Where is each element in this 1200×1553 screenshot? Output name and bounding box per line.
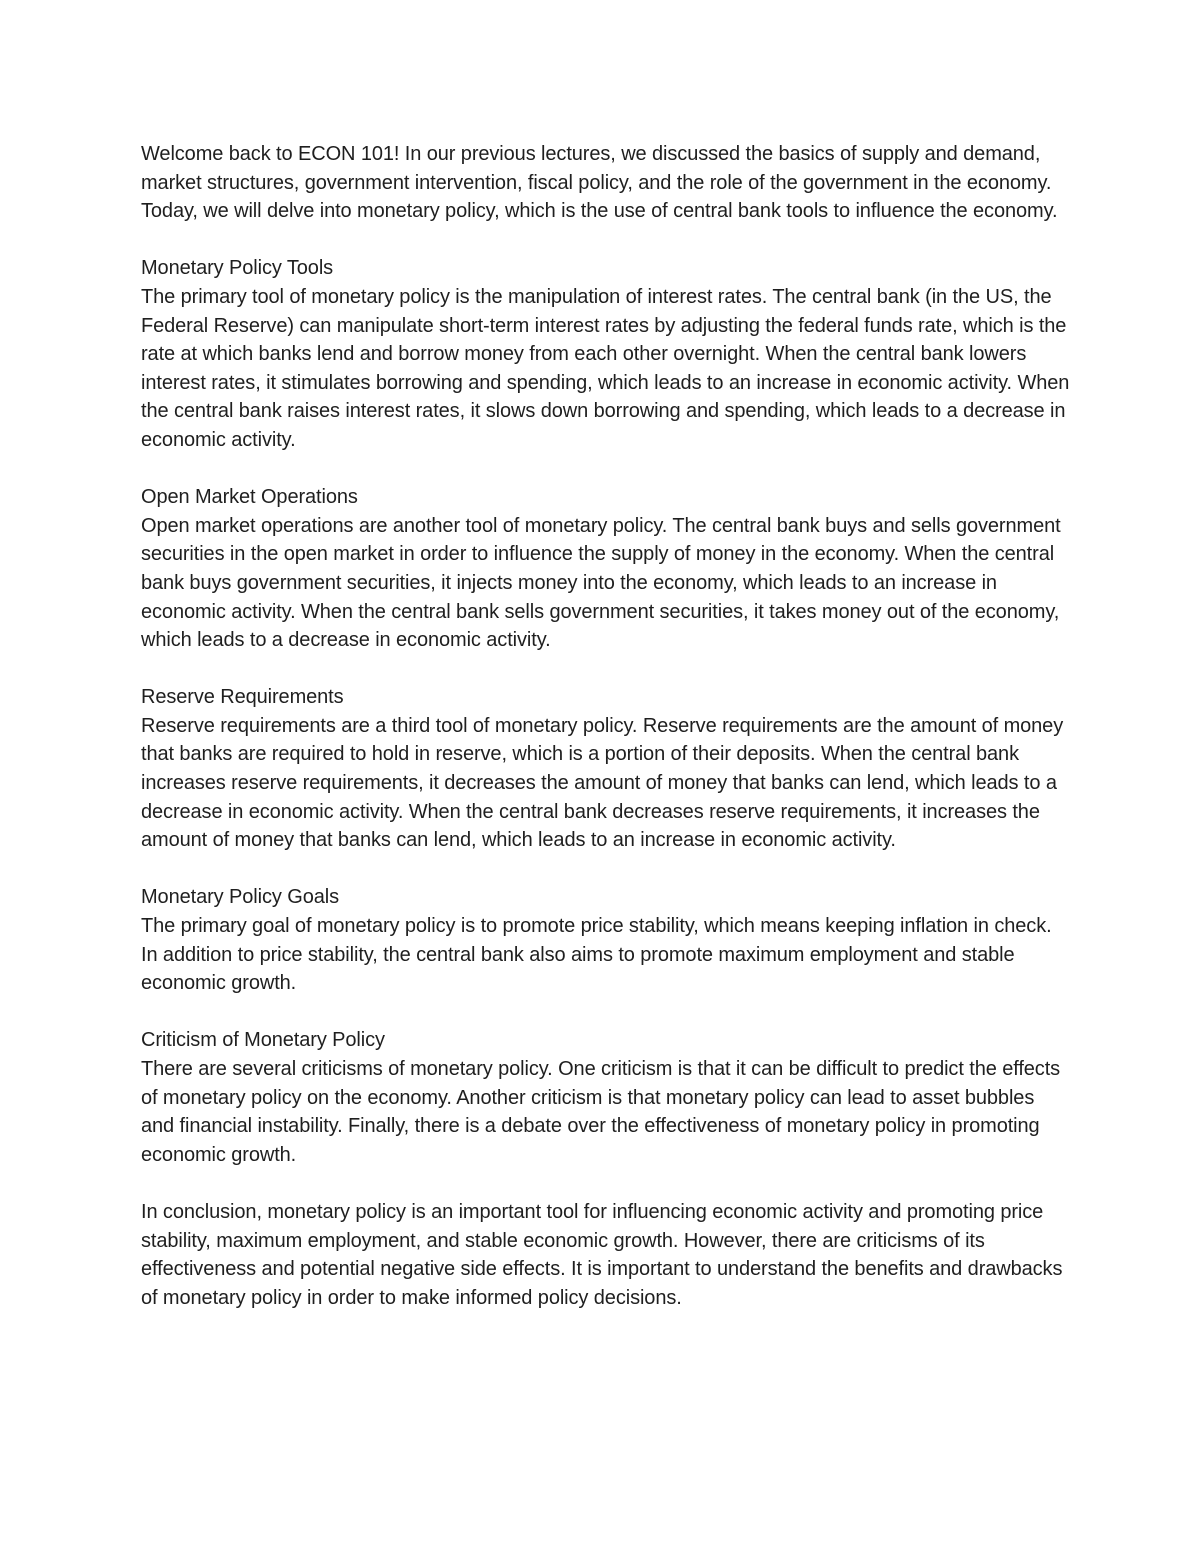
intro-paragraph-block [141, 140, 1071, 226]
section-heading: Monetary Policy Tools [141, 257, 334, 280]
section-body: The primary goal of monetary policy is to promote price stability, which means keeping inflation in check. In addition to price stability, the central bank also aims to promote maximum employment and stable economic growth. [141, 915, 1052, 995]
document-body [141, 140, 1071, 1341]
section-monetary-policy-tools [141, 254, 1071, 454]
section-heading: Criticism of Monetary Policy [141, 1029, 385, 1052]
conclusion-paragraph-block [141, 1198, 1071, 1312]
section-body: Reserve requirements are a third tool of monetary policy. Reserve requirements are the amount of money that banks are required to hold in reserve, which is a portion of their deposits. When the central bank increases reserve requirements, it decreases the amount of money that banks can lend, which leads to a decrease in economic activity. When the central bank decreases reserve requirements, it increases the amount of money that banks can lend, which leads to an increase in economic activity. [141, 714, 1064, 852]
section-heading: Reserve Requirements [141, 686, 344, 709]
section-heading: Monetary Policy Goals [141, 886, 339, 909]
section-body: Open market operations are another tool of monetary policy. The central bank buys and sells government securities in the open market in order to influence the supply of money in the economy. When the central bank buys government securities, it injects money into the economy, which leads to an increase in economic activity. When the central bank sells government securities, it takes money out of the economy, which leads to a decrease in economic activity. [141, 514, 1061, 652]
section-body: There are several criticisms of monetary policy. One criticism is that it can be difficult to predict the effects of monetary policy on the economy. Another criticism is that monetary policy can lead to asset bubbles and financial instability. Finally, there is a debate over the effectiveness of monetary policy in promoting economic growth. [141, 1058, 1061, 1166]
section-open-market-operations [141, 483, 1071, 655]
section-criticism-of-monetary-policy [141, 1026, 1071, 1169]
conclusion-paragraph: In conclusion, monetary policy is an important tool for influencing economic activity and promoting price stability, maximum employment, and stable economic growth. However, there are criticisms of its effectiveness and potential negative side effects. It is important to understand the benefits and drawbacks of monetary policy in order to make informed policy decisions. [141, 1200, 1063, 1309]
section-body: The primary tool of monetary policy is the manipulation of interest rates. The central bank (in the US, the Federal Reserve) can manipulate short-term interest rates by adjusting the federal funds rate, which is the rate at which banks lend and borrow money from each other overnight. When the central bank lowers interest rates, it stimulates borrowing and spending, which leads to an increase in economic activity. When the central bank raises interest rates, it slows down borrowing and spending, which leads to a decrease in economic activity. [141, 285, 1070, 451]
section-heading: Open Market Operations [141, 486, 358, 509]
section-monetary-policy-goals [141, 883, 1071, 997]
intro-paragraph: Welcome back to ECON 101! In our previous lectures, we discussed the basics of supply and demand, market structures, government intervention, fiscal policy, and the role of the government in the economy. Today, we will delve into monetary policy, which is the use of central bank tools to influence the economy. [141, 143, 1058, 223]
section-reserve-requirements [141, 683, 1071, 855]
